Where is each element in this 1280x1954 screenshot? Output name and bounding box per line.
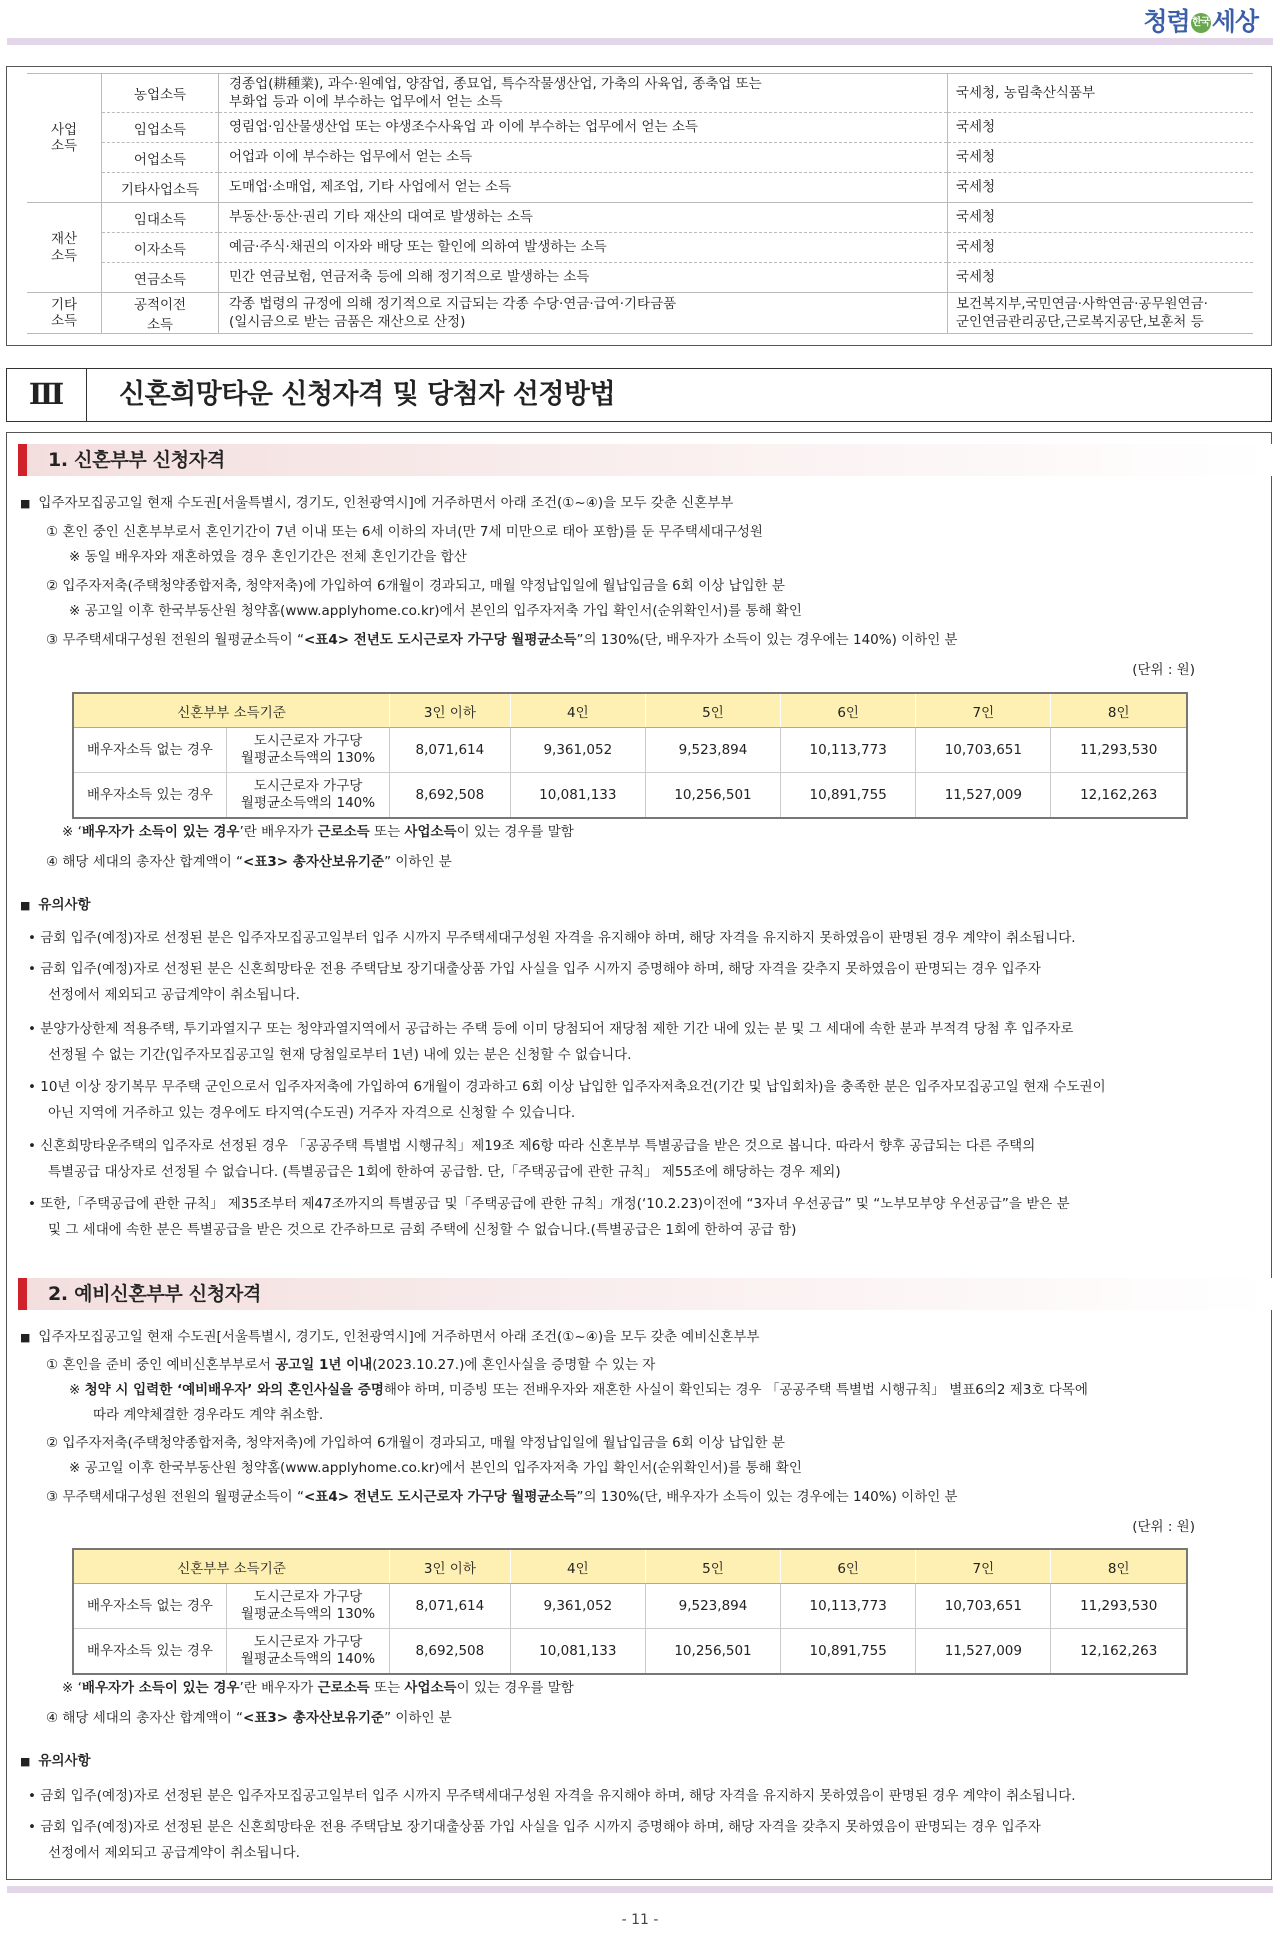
- income-type: 어업소득: [102, 143, 219, 173]
- income-row: [27, 113, 1253, 143]
- s1-bullet-2b: 선정에서 제외되고 공급계약이 취소됩니다.: [48, 987, 300, 1003]
- income-type: 이자소득: [102, 233, 219, 263]
- income-source: 국세청: [948, 233, 1254, 263]
- std-header: 신혼부부 소득기준: [73, 693, 390, 728]
- s1-bullet-5a: • 신혼희망타운주택의 입주자로 선정된 경우 「공공주택 특별법 시행규칙」제19조 제6항 따라 신혼부부 특별공급을 받은 것으로 봅니다. 따라서 향후 공급되는 다른 주택의: [28, 1138, 1036, 1154]
- income-type: 임업소득: [102, 113, 219, 143]
- s2-bullet-2b: 선정에서 제외되고 공급계약이 취소됩니다.: [48, 1845, 300, 1861]
- income-type: 연금소득: [102, 263, 219, 293]
- std-row-label: 배우자소득 없는 경우: [73, 728, 227, 773]
- std-row: [73, 1584, 1187, 1629]
- std-header: 신혼부부 소득기준: [73, 1549, 390, 1584]
- logo: 청렴 한국세상: [1143, 7, 1258, 36]
- logo-emblem-icon: 한국: [1191, 13, 1211, 33]
- income-source: 국세청, 농림축산식품부: [948, 74, 1254, 113]
- std-header: 5인: [645, 1549, 780, 1584]
- income-type-table: [27, 73, 1253, 334]
- income-row: [27, 173, 1253, 203]
- income-desc: 경종업(耕種業), 과수·원예업, 양잠업, 종묘업, 특수작물생산업, 가축의 사육업, 종축업 또는 부화업 등과 이에 부수하는 업무에서 얻는 소득: [219, 74, 948, 113]
- income-group: 재산 소득: [27, 203, 102, 293]
- s1-cond1: ① 혼인 중인 신혼부부로서 혼인기간이 7년 이내 또는 6세 이하의 자녀(만 7세 미만으로 태아 포함)를 둔 무주택세대구성원: [46, 524, 763, 540]
- std-header: 6인: [781, 693, 916, 728]
- s1-bullet-3b: 선정될 수 없는 기간(입주자모집공고일 현재 당첨일로부터 1년) 내에 있는 분은 신청할 수 없습니다.: [48, 1047, 632, 1063]
- s1-bullet-5b: 특별공급 대상자로 선정될 수 없습니다. (특별공급은 1회에 한하여 공급함. 단,「주택공급에 관한 규칙」 제55조에 해당하는 경우 제외): [48, 1164, 841, 1180]
- income-desc: 각종 법령의 규정에 의해 정기적으로 지급되는 각종 수당·연금·급여·기타금품 (일시금으로 받는 금품은 재산으로 산정): [219, 293, 948, 334]
- s1-bullet-1: • 금회 입주(예정)자로 선정된 분은 입주자모집공고일부터 입주 시까지 무주택세대구성원 자격을 유지해야 하며, 해당 자격을 유지하지 못하였음이 판명된 경우 계약이 취소됩니다.: [28, 930, 1076, 946]
- std-header-row: [73, 693, 1187, 728]
- income-desc: 도매업·소매업, 제조업, 기타 사업에서 얻는 소득: [219, 173, 948, 203]
- s2-cond1-note: ※ 청약 시 입력한 ‘예비배우자’ 와의 혼인사실을 증명해야 하며, 미증빙 또는 전배우자와 재혼한 사실이 확인되는 경우 「공공주택 특별법 시행규칙」 별표6의2 제3호 다목에: [69, 1382, 1088, 1398]
- s2-bullet-2a: • 금회 입주(예정)자로 선정된 분은 신혼희망타운 전용 주택담보 장기대출상품 가입 사실을 입주 시까지 증명해야 하며, 해당 자격을 갖추지 못하였음이 판명되는 경우 입주자: [28, 1819, 1041, 1835]
- s2-cond1: ① 혼인을 준비 중인 예비신혼부부로서 공고일 1년 이내(2023.10.27.)에 혼인사실을 증명할 수 있는 자: [46, 1357, 656, 1373]
- income-desc: 민간 연금보험, 연금저축 등에 의해 정기적으로 발생하는 소득: [219, 263, 948, 293]
- section-header: [6, 368, 1272, 422]
- s1-spouse-note: ※ ‘배우자가 소득이 있는 경우’란 배우자가 근로소득 또는 사업소득이 있는 경우를 말함: [62, 824, 574, 840]
- std-value: 11,527,009: [916, 773, 1051, 819]
- std-row-basis: 도시근로자 가구당 월평균소득액의 140%: [227, 773, 390, 819]
- std-value: 9,523,894: [645, 1584, 780, 1629]
- std-row: [73, 773, 1187, 819]
- std-value: 12,162,263: [1051, 773, 1187, 819]
- std-header: 7인: [916, 1549, 1051, 1584]
- std-row-basis: 도시근로자 가구당 월평균소득액의 140%: [227, 1629, 390, 1675]
- std-value: 8,071,614: [390, 728, 511, 773]
- s2-cond2: ② 입주자저축(주택청약종합저축, 청약저축)에 가입하여 6개월이 경과되고, 매월 약정납입일에 월납입금을 6회 이상 납입한 분: [46, 1435, 785, 1451]
- s1-cond3: ③ 무주택세대구성원 전원의 월평균소득이 “<표4> 전년도 도시근로자 가구당 월평균소득”의 130%(단, 배우자가 소득이 있는 경우에는 140%) 이하인 분: [46, 632, 958, 648]
- std-row-basis: 도시근로자 가구당 월평균소득액의 130%: [227, 1584, 390, 1629]
- section-number: Ⅲ: [7, 369, 87, 421]
- s1-income-standard-table: [72, 692, 1188, 819]
- income-row: [27, 203, 1253, 233]
- income-row: [27, 233, 1253, 263]
- std-value: 10,113,773: [781, 728, 916, 773]
- s1-bullet-3a: • 분양가상한제 적용주택, 투기과열지구 또는 청약과열지역에서 공급하는 주택 등에 이미 당첨되어 재당첨 제한 기간 내에 있는 분 및 그 세대에 속한 분과 부적격 당첨 후 입주자로: [28, 1021, 1074, 1037]
- s1-bullet-4a: • 10년 이상 장기복무 무주택 군인으로서 입주자저축에 가입하여 6개월이 경과하고 6회 이상 납입한 입주자저축요건(기간 및 납입회차)을 충족한 분은 입주자모집공고일 현재 수도권이: [28, 1079, 1106, 1095]
- s1-unit: (단위 : 원): [1132, 662, 1195, 678]
- std-header: 3인 이하: [390, 693, 511, 728]
- std-value: 8,692,508: [390, 1629, 511, 1675]
- std-header: 3인 이하: [390, 1549, 511, 1584]
- income-type: 임대소득: [102, 203, 219, 233]
- s1-cond1-note: ※ 동일 배우자와 재혼하였을 경우 혼인기간은 전체 혼인기간을 합산: [69, 549, 467, 565]
- income-desc: 예금·주식·채권의 이자와 배당 또는 할인에 의하여 발생하는 소득: [219, 233, 948, 263]
- std-header: 5인: [645, 693, 780, 728]
- std-value: 12,162,263: [1051, 1629, 1187, 1675]
- s2-spouse-note: ※ ‘배우자가 소득이 있는 경우’란 배우자가 근로소득 또는 사업소득이 있는 경우를 말함: [62, 1680, 574, 1696]
- std-value: 10,891,755: [781, 773, 916, 819]
- income-desc: 부동산·동산·권리 기타 재산의 대여로 발생하는 소득: [219, 203, 948, 233]
- s1-bullet-6b: 및 그 세대에 속한 분은 특별공급을 받은 것으로 간주하므로 금회 주택에 신청할 수 없습니다.(특별공급은 1회에 한하여 공급 함): [48, 1222, 797, 1238]
- std-row: [73, 728, 1187, 773]
- std-value: 11,293,530: [1051, 728, 1187, 773]
- s2-bullet-1: • 금회 입주(예정)자로 선정된 분은 입주자모집공고일부터 입주 시까지 무주택세대구성원 자격을 유지해야 하며, 해당 자격을 유지하지 못하였음이 판명된 경우 계약이 취소됩니다.: [28, 1788, 1076, 1804]
- std-row-label: 배우자소득 있는 경우: [73, 1629, 227, 1675]
- income-row: [27, 74, 1253, 113]
- income-source: 국세청: [948, 203, 1254, 233]
- income-source: 국세청: [948, 113, 1254, 143]
- s2-caution-title: ■ 유의사항: [20, 1753, 91, 1769]
- s2-cond1-note-b: 따라 계약체결한 경우라도 계약 취소함.: [93, 1407, 324, 1423]
- section-title: 신혼희망타운 신청자격 및 당첨자 선정방법: [119, 379, 616, 410]
- std-value: 10,081,133: [510, 773, 645, 819]
- income-source: 국세청: [948, 143, 1254, 173]
- header-band: [7, 38, 1273, 45]
- std-value: 10,703,651: [916, 1584, 1051, 1629]
- std-header: 6인: [781, 1549, 916, 1584]
- income-row: [27, 143, 1253, 173]
- std-header: 8인: [1051, 693, 1187, 728]
- std-row-label: 배우자소득 없는 경우: [73, 1584, 227, 1629]
- std-value: 10,703,651: [916, 728, 1051, 773]
- income-type: 공적이전 소득: [102, 293, 219, 334]
- income-group: 사업 소득: [27, 74, 102, 203]
- s1-intro: ■ 입주자모집공고일 현재 수도권[서울특별시, 경기도, 인천광역시]에 거주하면서 아래 조건(①~④)을 모두 갖춘 신혼부부: [20, 495, 734, 511]
- s1-bullet-2a: • 금회 입주(예정)자로 선정된 분은 신혼희망타운 전용 주택담보 장기대출상품 가입 사실을 입주 시까지 증명해야 하며, 해당 자격을 갖추지 못하였음이 판명되는 경우 입주자: [28, 961, 1041, 977]
- page-number: - 11 -: [621, 1912, 659, 1928]
- std-header: 4인: [510, 1549, 645, 1584]
- std-header: 8인: [1051, 1549, 1187, 1584]
- std-value: 11,527,009: [916, 1629, 1051, 1675]
- std-value: 10,113,773: [781, 1584, 916, 1629]
- std-value: 11,293,530: [1051, 1584, 1187, 1629]
- income-row: [27, 293, 1253, 334]
- std-value: 9,361,052: [510, 1584, 645, 1629]
- s1-cond2-note: ※ 공고일 이후 한국부동산원 청약홈(www.applyhome.co.kr)에서 본인의 입주자저축 가입 확인서(순위확인서)를 통해 확인: [69, 603, 802, 619]
- std-value: 10,256,501: [645, 773, 780, 819]
- income-desc: 어업과 이에 부수하는 업무에서 얻는 소득: [219, 143, 948, 173]
- s2-cond4: ④ 해당 세대의 총자산 합계액이 “<표3> 총자산보유기준” 이하인 분: [46, 1710, 452, 1726]
- income-source: 국세청: [948, 263, 1254, 293]
- std-value: 10,256,501: [645, 1629, 780, 1675]
- s1-cond2: ② 입주자저축(주택청약종합저축, 청약저축)에 가입하여 6개월이 경과되고, 매월 약정납입일에 월납입금을 6회 이상 납입한 분: [46, 578, 785, 594]
- income-type: 기타사업소득: [102, 173, 219, 203]
- s1-bullet-6a: • 또한,「주택공급에 관한 규칙」 제35조부터 제47조까지의 특별공급 및「주택공급에 관한 규칙」개정(‘10.2.23)이전에 “3자녀 우선공급” 및 “노부모부양 우선공급”을 받은 분: [28, 1196, 1070, 1212]
- s1-cond4: ④ 해당 세대의 총자산 합계액이 “<표3> 총자산보유기준” 이하인 분: [46, 854, 452, 870]
- std-header: 7인: [916, 693, 1051, 728]
- income-group: 기타 소득: [27, 293, 102, 334]
- std-value: 10,891,755: [781, 1629, 916, 1675]
- std-row-label: 배우자소득 있는 경우: [73, 773, 227, 819]
- std-value: 8,071,614: [390, 1584, 511, 1629]
- subheading-2: 2. 예비신혼부부 신청자격: [18, 1278, 1272, 1310]
- s1-bullet-4b: 아닌 지역에 거주하고 있는 경우에도 타지역(수도권) 거주자 자격으로 신청할 수 있습니다.: [48, 1105, 576, 1121]
- s2-income-standard-table: [72, 1548, 1188, 1675]
- std-value: 8,692,508: [390, 773, 511, 819]
- income-row: [27, 263, 1253, 293]
- subheading-1: 1. 신혼부부 신청자격: [18, 444, 1272, 476]
- s2-cond2-note: ※ 공고일 이후 한국부동산원 청약홈(www.applyhome.co.kr)에서 본인의 입주자저축 가입 확인서(순위확인서)를 통해 확인: [69, 1460, 802, 1476]
- std-value: 10,081,133: [510, 1629, 645, 1675]
- std-header-row: [73, 1549, 1187, 1584]
- income-source: 보건복지부,국민연금·사학연금·공무원연금· 군인연금관리공단,근로복지공단,보훈처 등: [948, 293, 1254, 334]
- s1-caution-title: ■ 유의사항: [20, 897, 91, 913]
- std-row-basis: 도시근로자 가구당 월평균소득액의 130%: [227, 728, 390, 773]
- s2-unit: (단위 : 원): [1132, 1519, 1195, 1535]
- s2-cond3: ③ 무주택세대구성원 전원의 월평균소득이 “<표4> 전년도 도시근로자 가구당 월평균소득”의 130%(단, 배우자가 소득이 있는 경우에는 140%) 이하인 분: [46, 1489, 958, 1505]
- income-desc: 영림업·임산물생산업 또는 야생조수사육업 과 이에 부수하는 업무에서 얻는 소득: [219, 113, 948, 143]
- std-header: 4인: [510, 693, 645, 728]
- income-source: 국세청: [948, 173, 1254, 203]
- s2-intro: ■ 입주자모집공고일 현재 수도권[서울특별시, 경기도, 인천광역시]에 거주하면서 아래 조건(①~④)을 모두 갖춘 예비신혼부부: [20, 1329, 760, 1345]
- std-value: 9,523,894: [645, 728, 780, 773]
- footer-band: [7, 1886, 1273, 1893]
- std-row: [73, 1629, 1187, 1675]
- std-value: 9,361,052: [510, 728, 645, 773]
- income-type: 농업소득: [102, 74, 219, 113]
